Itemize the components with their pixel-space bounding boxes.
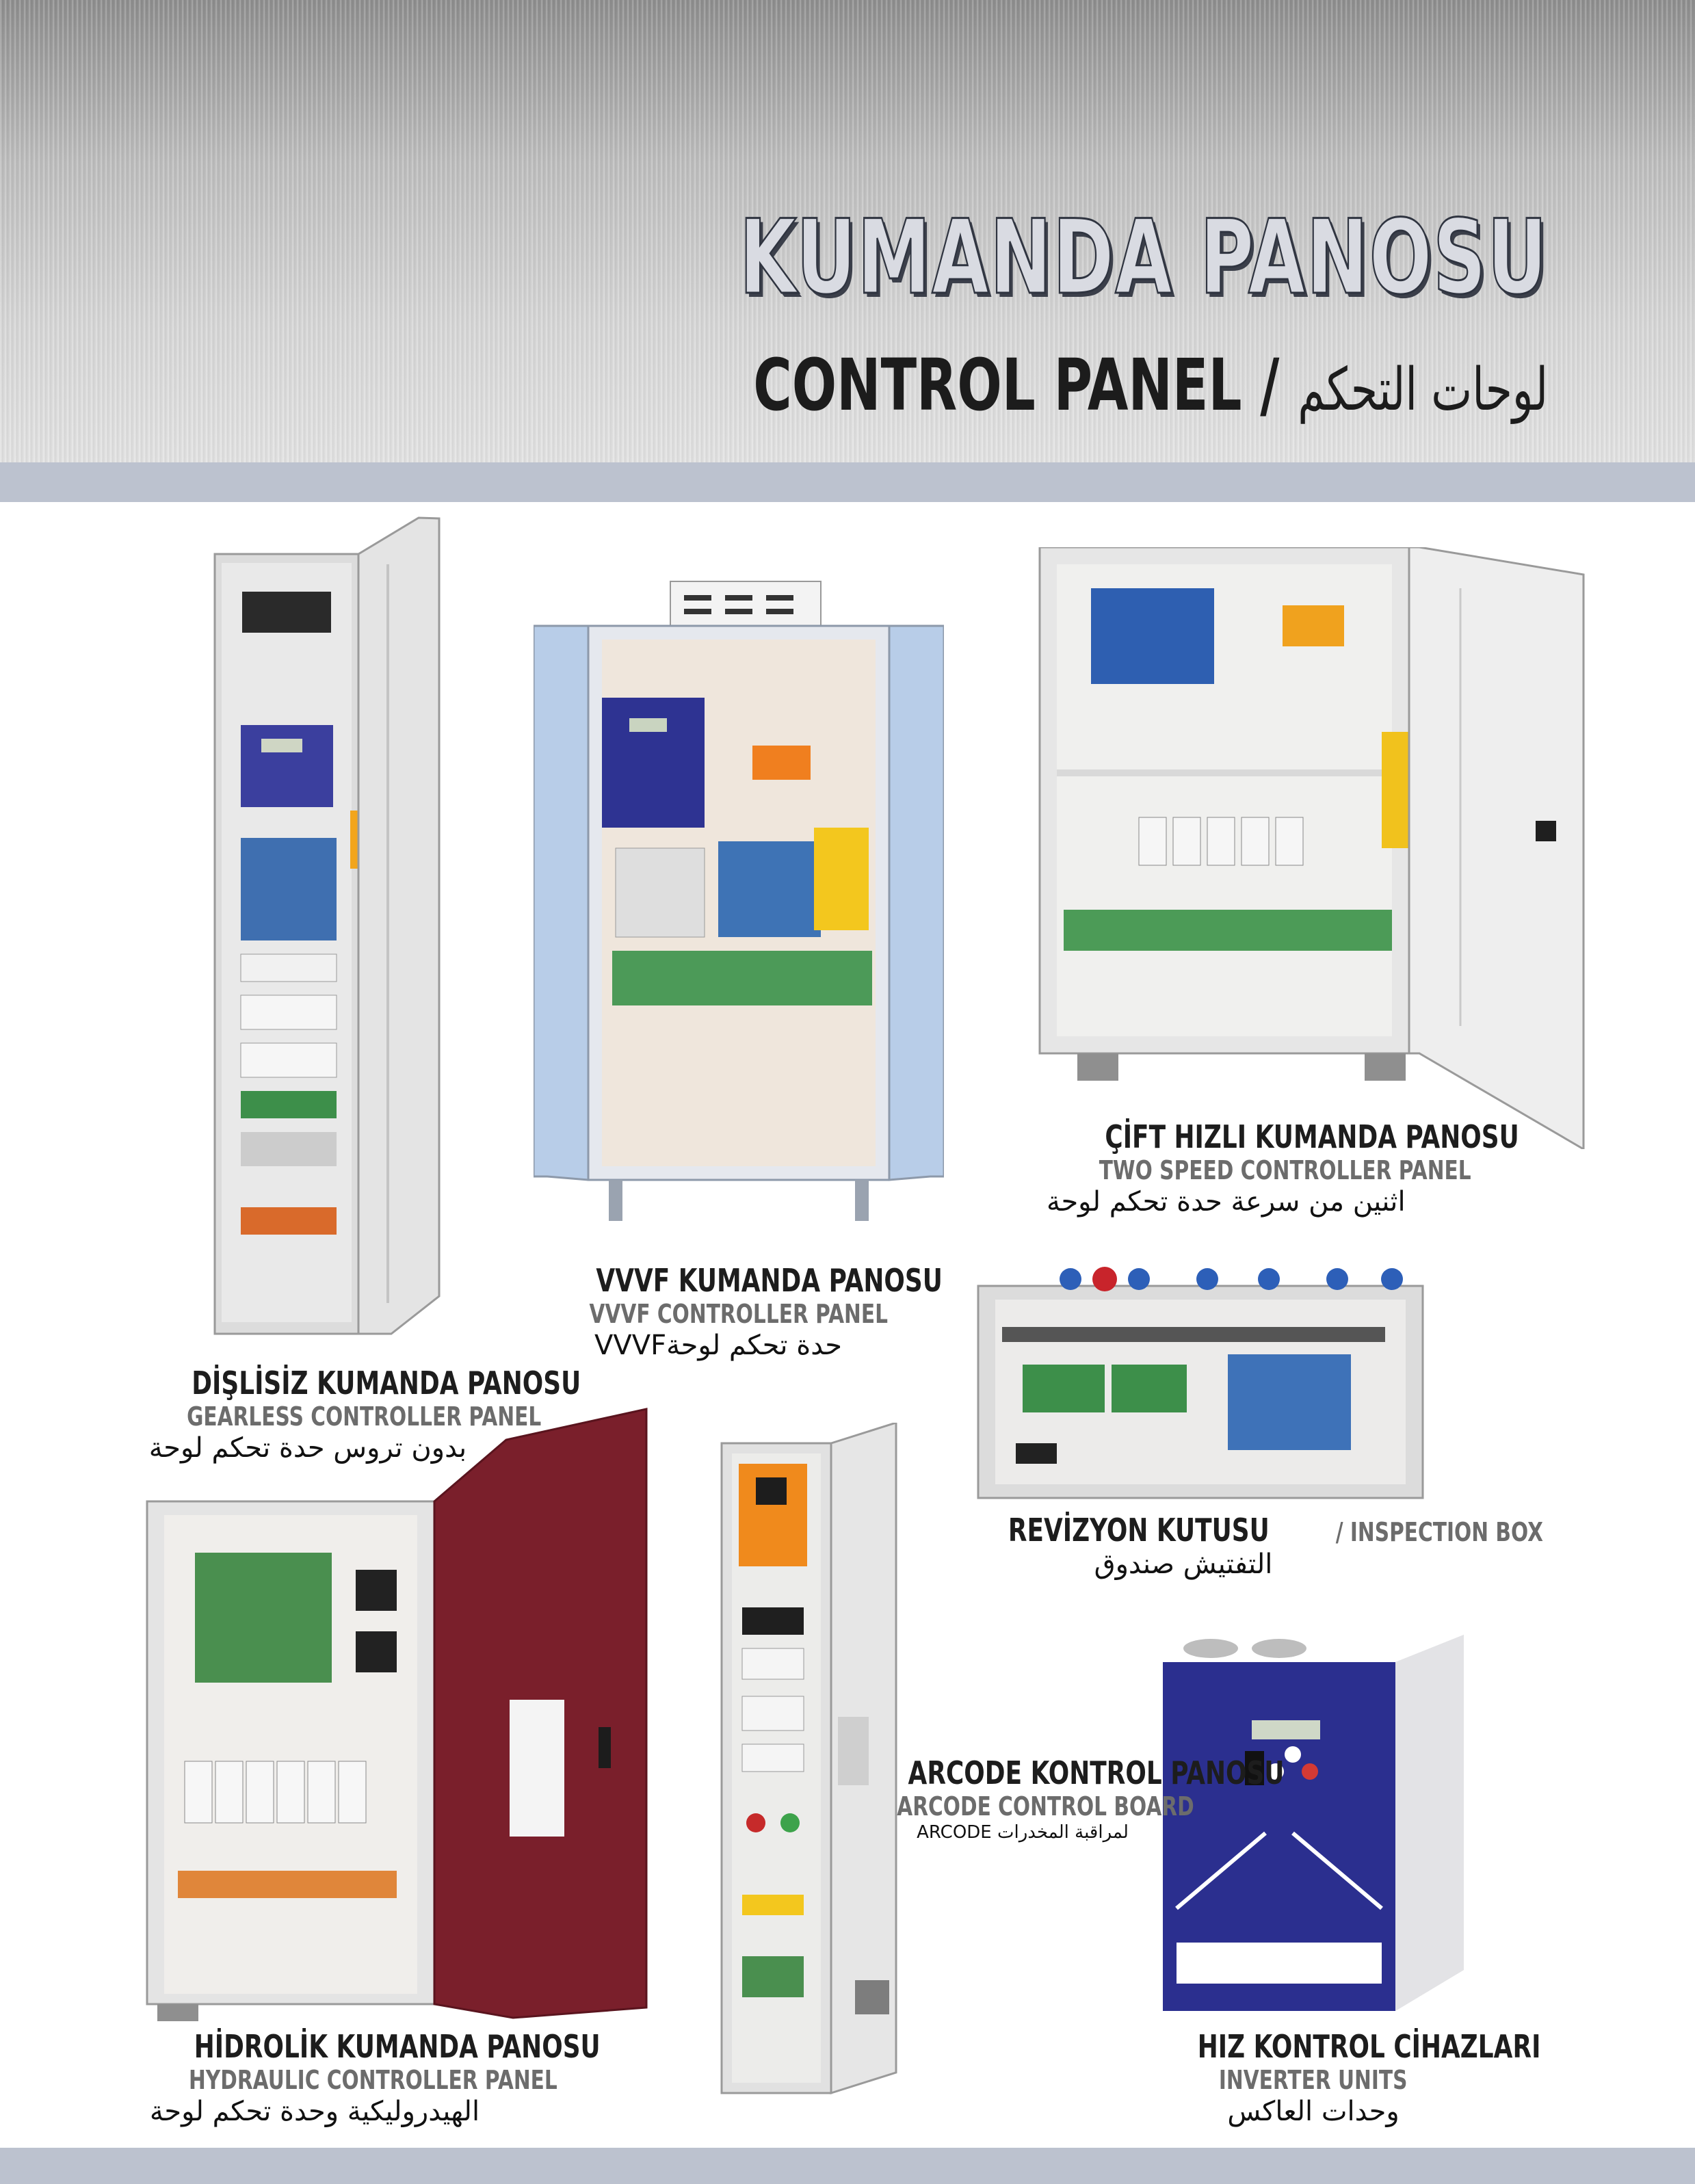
inverter-arabic: وحدات العاكس [1227,2096,1400,2128]
page-title: KUMANDA PANOSU [739,198,1548,317]
inverter-title: HIZ KONTROL CİHAZLARI [1197,2028,1541,2065]
inspection-arabic: التفتيش صندوق [1094,1549,1273,1581]
bottom-divider-band [0,2148,1695,2184]
caption-inverter [1149,2028,1541,2128]
two-speed-panel-image [1036,547,1604,1149]
inspection-box-image [975,1259,1426,1505]
inverter-unit-image [1163,1635,1471,2018]
subtitle-en: CONTROL PANEL / [753,343,1280,427]
vvvf-subtitle: VVVF CONTROLLER PANEL [589,1299,888,1330]
vvvf-arabic: VVVFحدة تحكم لوحة [594,1330,842,1362]
caption-hydraulic [137,2028,601,2128]
hydraulic-arabic: الهيدروليكية وحدة تحكم لوحة [149,2096,480,2128]
caption-two-speed [1047,1118,1519,1218]
gearless-arabic: بدون تروس حدة تحكم لوحة [148,1432,467,1464]
gearless-panel-image [213,516,446,1337]
hydraulic-subtitle: HYDRAULIC CONTROLLER PANEL [188,2065,557,2096]
vvvf-title: VVVF KUMANDA PANOSU [596,1262,943,1299]
inspection-title: REVİZYON KUTUSU [1008,1512,1270,1549]
two-speed-subtitle: TWO SPEED CONTROLLER PANEL [1099,1155,1471,1186]
inverter-subtitle: INVERTER UNITS [1219,2065,1408,2096]
gearless-subtitle: GEARLESS CONTROLLER PANEL [187,1402,542,1432]
hydraulic-title: HİDROLİK KUMANDA PANOSU [194,2028,601,2065]
caption-arcode [855,1754,1285,1843]
hydraulic-panel-image [144,1406,650,2021]
subtitle-ar: لوحات التحكم [1298,356,1548,424]
inspection-subtitle: / INSPECTION BOX [1335,1517,1543,1547]
top-divider-band [0,462,1695,502]
caption-vvvf [547,1262,943,1362]
arcode-title: ARCODE KONTROL PANOSU [908,1754,1285,1791]
two-speed-arabic: اثنين من سرعة حدة تحكم لوحة [1047,1186,1406,1218]
caption-gearless [137,1365,581,1464]
caption-inspection [971,1512,1543,1581]
arcode-subtitle: ARCODE CONTROL BOARD [897,1791,1194,1822]
page-subtitle [753,343,1548,427]
vvvf-panel-image [534,575,944,1231]
arcode-arabic: ARCODE لمراقبة المخدرات [917,1822,1129,1843]
two-speed-title: ÇİFT HIZLI KUMANDA PANOSU [1105,1118,1519,1155]
gearless-title: DİŞLİSİZ KUMANDA PANOSU [192,1365,581,1402]
header-banner [0,0,1695,462]
